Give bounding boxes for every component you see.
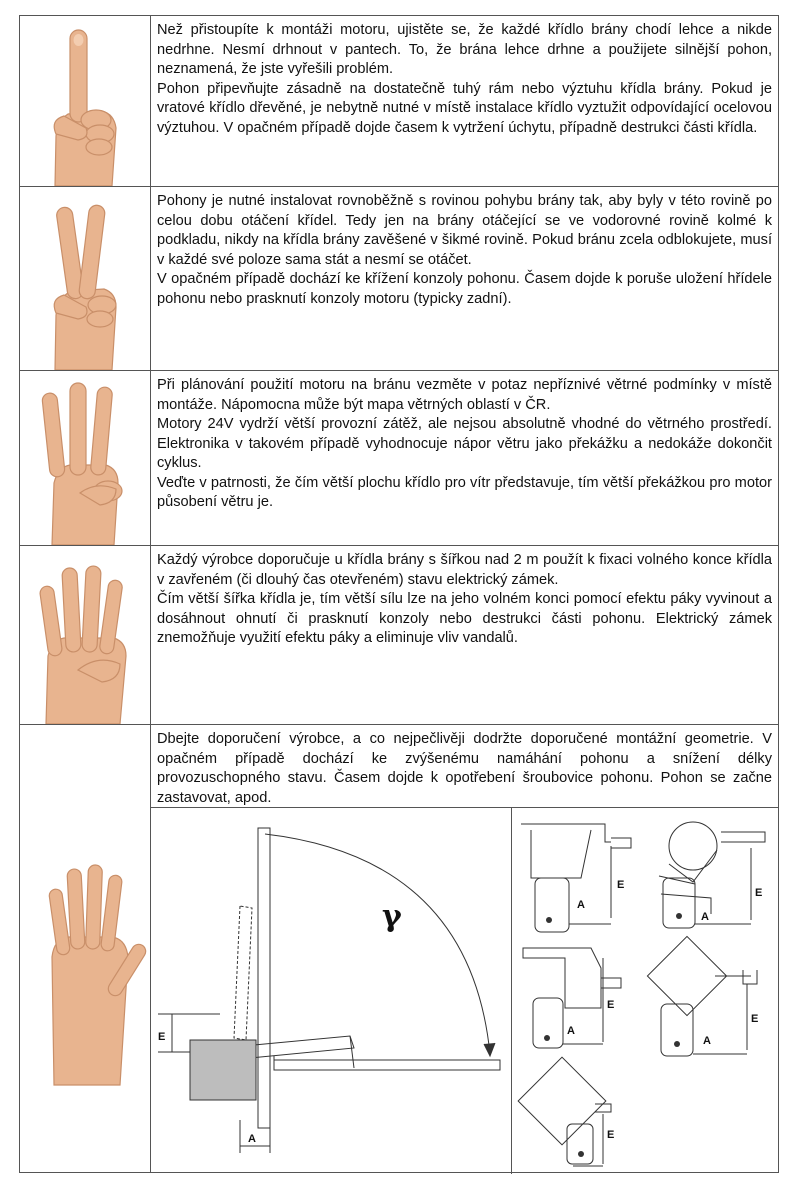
fingernail-icon [74,34,84,46]
hand-five-fingers-icon [20,725,150,1172]
mounting-variants-drawing [511,808,778,1174]
paragraph: V opačném případě dochází ke křížení konzoly pohonu. Časem dojde k poruše uložení hřídele pohonu nebo prasknutí konzoly motoru (typicky zadní). [157,271,772,307]
instruction-row-3 [19,370,779,546]
dimension-e-label: E [158,1031,166,1043]
hand-cell-3 [20,371,151,545]
variant-3-a-label: A [567,1025,575,1037]
instruction-text-1 [157,21,772,138]
angle-gamma-label: γ [382,899,402,934]
paragraph: Pohon připevňujte zásadně na dostatečně tuhý rám nebo výztuhu křídla brány. Pokud je vratové křídlo dřevěné, je nebytně nutné v místě instalace křídlo vyztužit odpovídající ocelovou výztuhou. V opačném případě dojde časem k vytržení úchytu, případně destrukci části křídla. [157,80,772,136]
instruction-table [19,15,781,1173]
instruction-row-5 [19,724,779,1173]
gate-opening-angle-drawing [150,808,511,1174]
variant-2-a-label: A [701,911,709,923]
hand-one-finger-icon [20,16,150,186]
dimension-a-label: A [248,1133,256,1145]
motor-box [190,1040,256,1100]
variant-4-e-label: E [751,1013,759,1025]
variant-1-a-label: A [577,899,585,911]
mounting-variants-diagram [511,807,778,1174]
paragraph: Motory 24V vydrží větší provozní zátěž, ale nejsou absolutně vhodné do větrného prostředí. Elektronika v takovém případě vyhodnocuje nápor větru jako překážku a nedokáže dokončit cyklus. [157,416,772,471]
instruction-row-4 [19,545,779,725]
paragraph: Každý výrobce doporučuje u křídla brány s šířkou nad 2 m použít k fixaci volného konce křídla v zavřeném (či dlouhý čas otevřeném) stavu elektrický zámek. [157,552,772,588]
instruction-text-5 [157,730,772,808]
hand-two-fingers-icon [20,187,150,370]
variant-2-e-label: E [755,887,763,899]
paragraph: Než přistoupíte k montáži motoru, ujistěte se, že každé křídlo brány chodí lehce a nikde nedrhne. Nesmí drhnout v pantech. To, že brána lehce drhne a použijete silnější pohon, neznamená, že jste vyřešili problém. [157,22,772,77]
instruction-row-2 [19,186,779,371]
paragraph: Veďte v patrnosti, že čím větší plochu křídlo pro vítr představuje, tím větší překážkou pro motor působení větru je. [157,474,772,510]
instruction-text-3 [157,376,772,513]
hand-cell-5 [20,725,151,1172]
hand-cell-1 [20,16,151,186]
paragraph: Čím větší šířka křídla je, tím větší sílu lze na jeho volném konci pomocí efektu páky vyvinout a dosáhnout ohnutí či prasknutí konzoly nebo destrukci části pohonu. Elektrický zámek znemožňuje využití efektu páky a eliminuje vliv vandalů. [157,591,772,646]
variant-4-a-label: A [703,1035,711,1047]
paragraph: Při plánování použití motoru na bránu vezměte v potaz nepříznivé větrné podmínky v místě montáže. Nápomocna může být mapa větrných oblastí v ČR. [157,377,772,413]
instruction-text-4 [157,551,772,649]
hand-cell-4 [20,546,151,724]
instruction-text-2 [157,192,772,309]
hand-four-fingers-icon [20,546,150,724]
instruction-row-1 [19,15,779,187]
mounting-geometry-diagram [150,807,512,1174]
paragraph: Dbejte doporučení výrobce, a co nejpečlivěji dodržte doporučené montážní geometrie. V opačném případě dochází ke zvýšenému namáhání pohonu a snížení délky provozuschopného stavu. Časem dojde k opotřebení šroubovice pohonu. Pohon se začne zastavovat, apod. [157,731,772,806]
variant-5-e-label: E [607,1129,615,1141]
paragraph: Pohony je nutné instalovat rovnoběžně s rovinou pohybu brány tak, aby byly v této rovině po celou dobu otáčení křídel. Tedy jen na brány otáčející se ve vodorovné rovině kolmé k podkladu, nikdy na křídla brány zavěšené v šikmé rovině. Pokud bránu zcela odblokujete, musí v každé své poloze sama stát a nesmí se otáčet. [157,193,772,268]
hand-three-fingers-icon [20,371,150,545]
variant-1-e-label: E [617,879,625,891]
variant-3-e-label: E [607,999,615,1011]
hand-cell-2 [20,187,151,370]
